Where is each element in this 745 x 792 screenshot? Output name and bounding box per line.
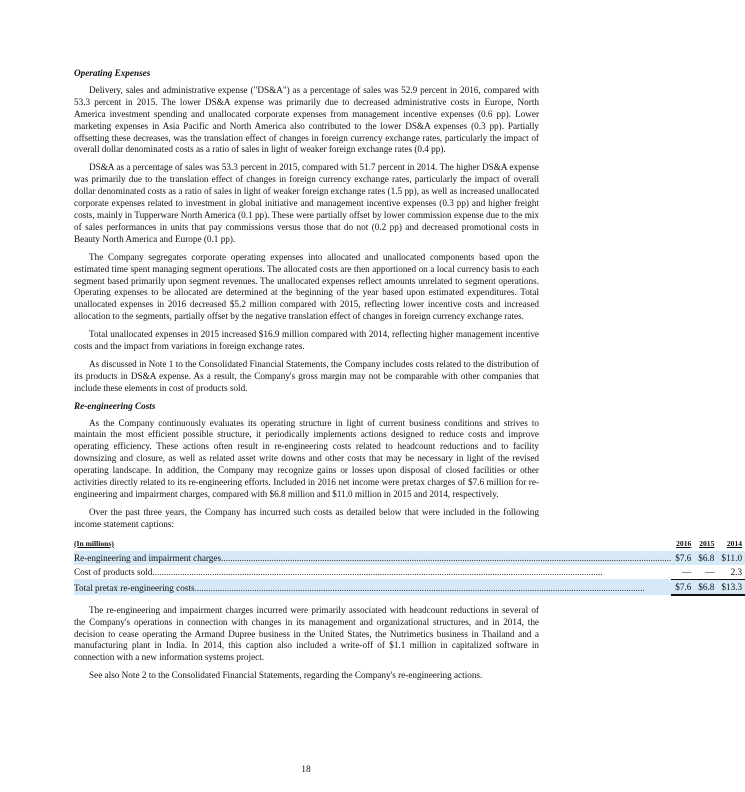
paragraph: The Company segregates corporate operating expenses into allocated and unallocated components based upon the estimated time spent managing segment operations. The allocated costs are then apportioned on a local currency basis to each segment based primarily upon segment revenues. The unallocated expenses reflect amounts unrelated to segment operations. Operating expenses to be allocated are determined at the beginning of the year based upon estimated expenditures. Total unallocated expenses in 2016 decreased $5.2 million compared with 2015, reflecting lower incentive costs and increased allocation to the segments, partially offset by the negative translation effect of changes in foreign currency exchange rates. <box>74 251 539 322</box>
table-row <box>74 565 745 580</box>
reengineering-heading: Re-engineering Costs <box>74 400 156 411</box>
reengineering-costs-table <box>74 537 745 596</box>
unit-label: (In millions) <box>74 538 114 548</box>
currency-symbol: $ <box>671 579 680 595</box>
paragraph: As discussed in Note 1 to the Consolidated Financial Statements, the Company includes costs related to the distribution of its products in DS&A expense. As a result, the Company's gross margin may not be comparable with other companies that include these elements in cost of products sold. <box>74 358 539 393</box>
table-header-row <box>74 537 745 551</box>
paragraph: Over the past three years, the Company has incurred such costs as detailed below that were included in the following income statement captions: <box>74 506 539 529</box>
currency-symbol: $ <box>694 579 703 595</box>
paragraph: Total unallocated expenses in 2015 increased $16.9 million compared with 2014, reflecting higher management incentive costs and the impact from variations in foreign exchange rates. <box>74 329 539 352</box>
currency-symbol: $ <box>671 551 680 565</box>
year-header: 2015 <box>699 538 715 548</box>
table-cell: 6.8 <box>703 551 717 565</box>
row-label: Total pretax re-engineering costs <box>74 582 195 593</box>
row-label: Cost of products sold <box>74 567 153 578</box>
table-cell: — <box>682 566 692 577</box>
paragraph: See also Note 2 to the Consolidated Financial Statements, regarding the Company's re-engineering actions. <box>89 670 483 681</box>
paragraph: DS&A as a percentage of sales was 53.3 percent in 2015, compared with 51.7 percent in 2014. The higher DS&A expense was primarily due to the translation effect of changes in foreign currency exchange rates, particularly the impact of overall dollar denominated costs as a ratio of sales in light of weaker foreign exchange rates (1.5 pp), as well as increased unallocated corporate expenses related to investment in global initiative and management incentive expenses (0.3 pp) and higher freight costs, mainly in Tupperware North America (0.1 pp). These were partially offset by lower commission expense due to the mix of sales performances in units that pay commissions versus those that do not (0.2 pp) and decreased promotional costs in Beauty North America and Europe (0.1 pp). <box>74 162 539 244</box>
currency-symbol <box>694 565 703 580</box>
currency-symbol <box>717 565 726 580</box>
table-cell: 7.6 <box>680 579 694 595</box>
table-cell: 2.3 <box>730 566 743 577</box>
currency-symbol: $ <box>694 551 703 565</box>
table-cell: — <box>705 566 715 577</box>
table-cell: 6.8 <box>703 579 717 595</box>
year-header: 2016 <box>676 538 692 548</box>
row-label: Re-engineering and impairment charges <box>74 552 222 563</box>
paragraph: Delivery, sales and administrative expense ("DS&A") as a percentage of sales was 52.9 percent in 2016, compared with 53.3 percent in 2015. The lower DS&A expense was primarily due to decreased administrative costs in Europe, North America investment spending and unallocated corporate expenses from management incentive expenses (0.6 pp). Lower marketing expenses in Asia Pacific and North America also contributed to the lower DS&A expenses (0.3 pp). Partially offsetting these decreases, was the translation effect of changes in foreign currency exchange rates, particularly the impact of overall dollar denominated costs as a ratio of sales in light of weaker foreign exchange rates (0.4 pp). <box>74 84 539 155</box>
paragraph: As the Company continuously evaluates its operating structure in light of current business conditions and strives to maintain the most efficient possible structure, it periodically implements actions designed to reduce costs and improve operating efficiency. These actions often result in re-engineering costs related to headcount reductions and to facility downsizing and closure, as well as related asset write downs and other costs that may be necessary in light of the revised operating landscape. In addition, the Company may recognize gains or losses upon disposal of closed facilities or other activities directly related to its re-engineering efforts. Included in 2016 net income were pretax charges of $7.6 million for re-engineering and impairment charges, compared with $6.8 million and $11.0 million in 2015 and 2014, respectively. <box>74 417 539 499</box>
operating-expenses-heading: Operating Expenses <box>74 68 151 78</box>
table-cell: 11.0 <box>726 551 745 565</box>
table-cell: 7.6 <box>680 551 694 565</box>
currency-symbol <box>671 565 680 580</box>
year-header: 2014 <box>726 538 743 548</box>
table-cell: 13.3 <box>726 579 745 595</box>
paragraph: The re-engineering and impairment charges incurred were primarily associated with headcount reductions in several of the Company's operations in connection with changes in its management and organizational structures, and in 2014, the decision to cease operating the Armand Dupree business in the United States, the Nutrimetics business in Thailand and a manufacturing plant in India. In 2014, this caption also included a write-off of $1.1 million in capitalized software in connection with a new information systems project. <box>74 604 539 663</box>
table-row-total <box>74 579 745 595</box>
table-row <box>74 551 745 565</box>
currency-symbol: $ <box>717 551 726 565</box>
page-content <box>74 68 743 688</box>
page-number: 18 <box>301 765 311 775</box>
currency-symbol: $ <box>717 579 726 595</box>
